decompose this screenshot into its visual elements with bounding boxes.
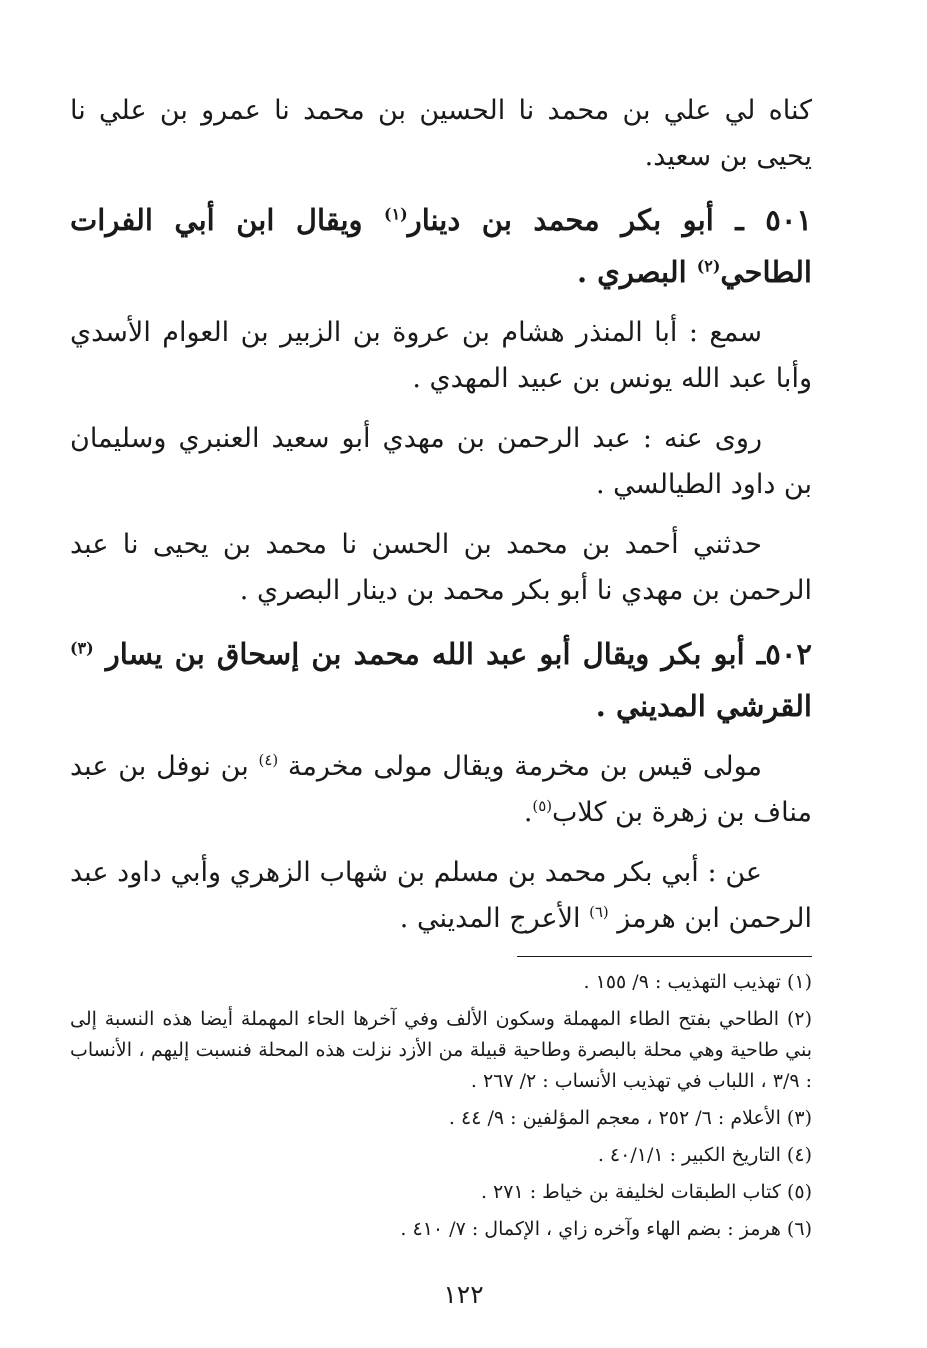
footnote-1: (١) تهذيب التهذيب : ٩/ ١٥٥ . bbox=[583, 971, 812, 993]
footnote-5: (٥) كتاب الطبقات لخليفة بن خياط : ٢٧١ . bbox=[480, 1181, 812, 1203]
footnote-ref-6: (٦) bbox=[589, 903, 609, 921]
entry-501-heading bbox=[70, 194, 812, 298]
footnotes bbox=[70, 967, 812, 1245]
entry-501-alt-name: ويقال ابن أبي الفرات الطاحي bbox=[70, 203, 812, 289]
footnote-4: (٤) التاريخ الكبير : ٤٠/١/١ . bbox=[597, 1144, 812, 1166]
entry-501-name: ٥٠١ ـ أبو بكر محمد بن دينار bbox=[407, 203, 812, 237]
entry-501-nisba: البصري . bbox=[576, 255, 697, 289]
entry-502-nisba: القرشي المديني . bbox=[595, 689, 812, 723]
narrated-from-text-b: الأعرج المديني . bbox=[399, 903, 590, 934]
paragraph-isnad: حدثني أحمد بن محمد بن الحسن نا محمد بن يحيى نا عبد الرحمن بن مهدي نا أبو بكر محمد بن دينار البصري . bbox=[70, 529, 812, 606]
footnote-ref-3: (٣) bbox=[70, 638, 94, 658]
footnote-6: (٦) هرمز : بضم الهاء وآخره زاي ، الإكمال : ٧/ ٤١٠ . bbox=[400, 1218, 812, 1240]
paragraph-kunya: كناه لي علي بن محمد نا الحسين بن محمد نا عمرو بن علي نا يحيى بن سعيد. bbox=[70, 95, 812, 172]
narrated-from-text-a: عن : أبي بكر محمد بن مسلم بن شهاب الزهري وأبي داود عبد الرحمن ابن هرمز bbox=[70, 857, 812, 934]
footnote-divider bbox=[517, 956, 812, 957]
page-body bbox=[70, 88, 812, 1251]
paragraph-mawla bbox=[70, 744, 812, 836]
page-number: ١٢٢ bbox=[443, 1280, 484, 1309]
footnote-ref-5: (٥) bbox=[532, 797, 552, 815]
footnote-ref-2: (٢) bbox=[696, 256, 721, 276]
mawla-text-b: بن نوفل بن عبد مناف بن زهرة بن كلاب bbox=[70, 751, 812, 828]
mawla-text-c: . bbox=[523, 797, 533, 828]
paragraph-heard-from: سمع : أبا المنذر هشام بن عروة بن الزبير بن العوام الأسدي وأبا عبد الله يونس بن عبيد المهدي . bbox=[70, 317, 812, 394]
paragraph-narrated-from bbox=[70, 850, 812, 942]
footnote-ref-4: (٤) bbox=[258, 751, 279, 769]
entry-502-name: ٥٠٢ـ أبو بكر ويقال أبو عبد الله محمد بن إسحاق بن يسار bbox=[93, 637, 812, 671]
mawla-text-a: مولى قيس بن مخرمة ويقال مولى مخرمة bbox=[278, 751, 762, 782]
entry-502-heading bbox=[70, 628, 812, 732]
paragraph-narrated-by: روى عنه : عبد الرحمن بن مهدي أبو سعيد العنبري وسليمان بن داود الطيالسي . bbox=[70, 423, 812, 500]
footnote-ref-1: (١) bbox=[384, 204, 408, 224]
footnote-3: (٣) الأعلام : ٦/ ٢٥٢ ، معجم المؤلفين : ٩/ ٤٤ . bbox=[448, 1107, 812, 1129]
footnote-2: (٢) الطاحي بفتح الطاء المهملة وسكون الألف وفي آخرها الحاء المهملة أيضا هذه النسبة إلى بني طاحية وهي محلة بالبصرة وطاحية قبيلة من الأزد نزلت هذه المحلة فنسبت إليهم ، الأنساب : ٣/٩ ، اللباب في تهذيب الأنساب : ٢/ ٢٦٧ . bbox=[70, 1008, 812, 1092]
